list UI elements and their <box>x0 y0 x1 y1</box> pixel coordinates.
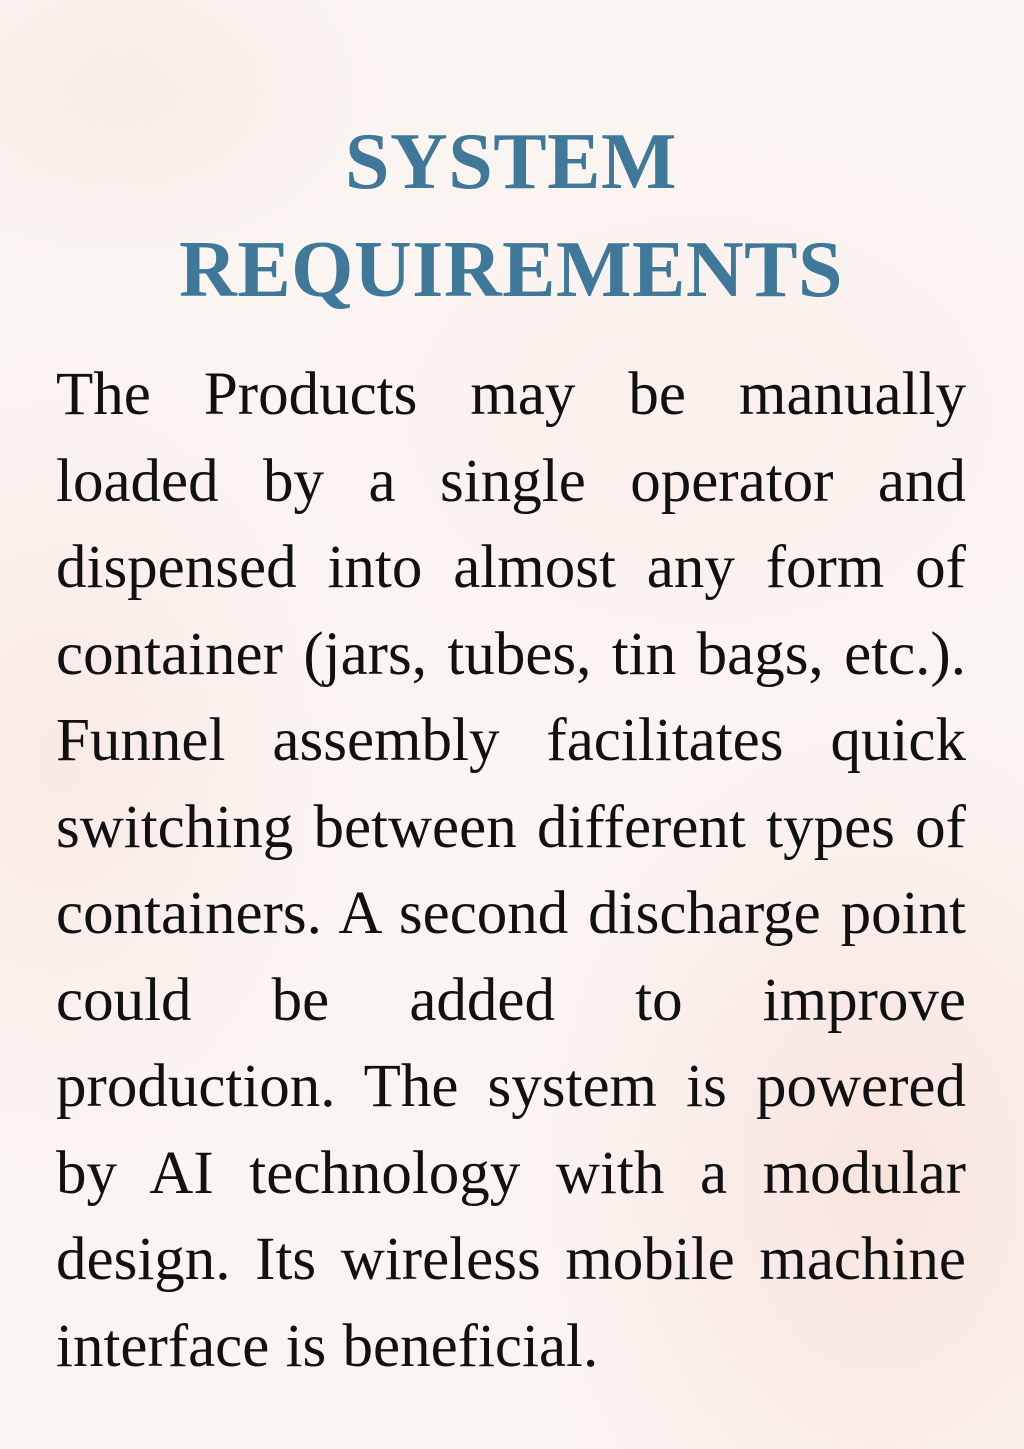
body-paragraph: The Products may be manually loaded by a single operator and dispensed into almost any form of container (jars, tubes, tin bags, etc.). Funnel assembly facilitates quick switching between different types of containers. A second discharge point could be added to improve production. The system is powered by AI technology with a modular design. Its wireless mobile machine interface is beneficial. <box>56 361 966 1380</box>
page-title <box>56 108 966 324</box>
title-line-1: SYSTEM <box>345 118 677 206</box>
document-content <box>56 108 966 1390</box>
title-line-2: REQUIREMENTS <box>179 226 843 314</box>
